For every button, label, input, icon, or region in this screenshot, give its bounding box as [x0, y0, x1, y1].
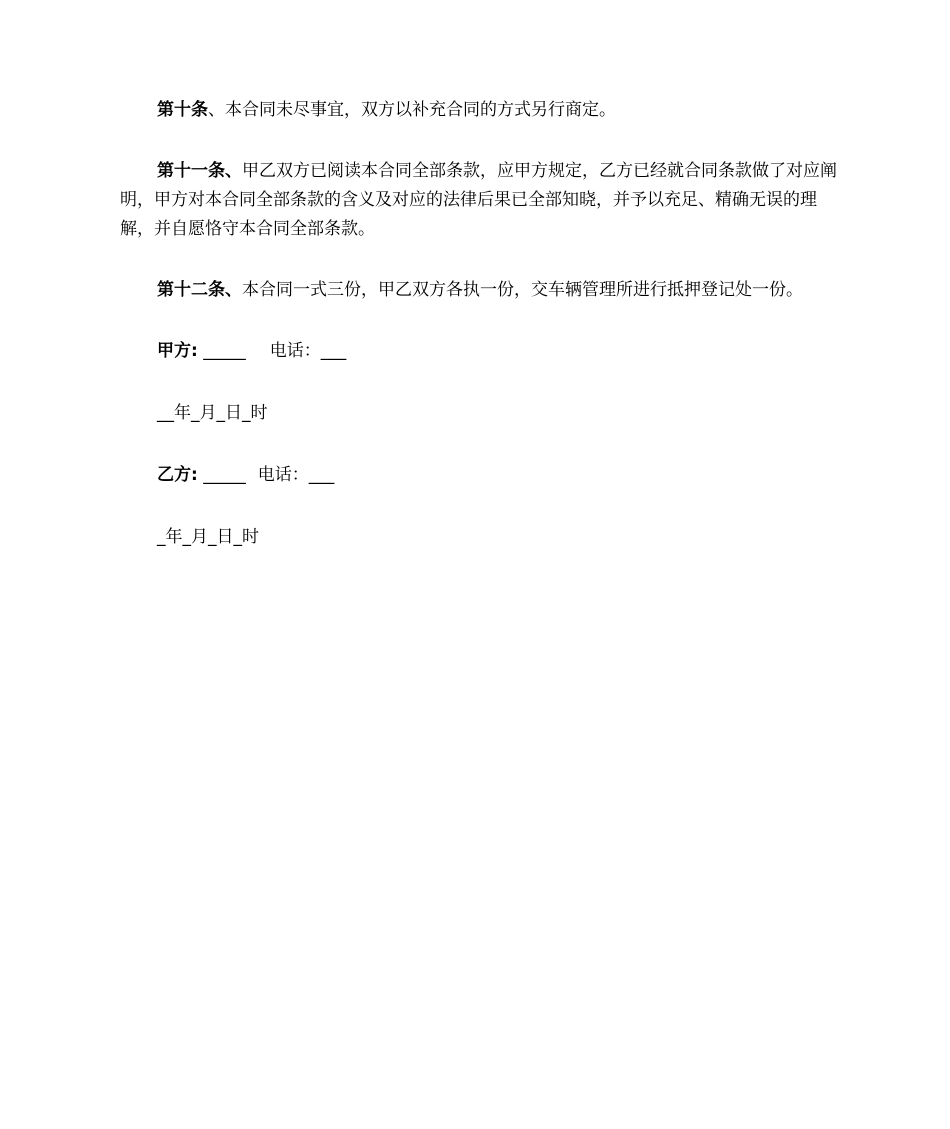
party-a-date-line: [120, 399, 838, 428]
party-a-phone-blank: ___: [320, 341, 347, 361]
article-11-text: 甲乙双方已阅读本合同全部条款，应甲方规定，乙方已经就合同条款做了对应阐明，甲方对本合同全部条款的含义及对应的法律后果已全部知晓，并予以充足、精确无误的理解，并自愿恪守本合同全部条款。: [120, 161, 837, 239]
contract-body: [120, 96, 838, 584]
party-a-label: 甲方:: [157, 341, 198, 361]
party-b-signature-line: [120, 461, 838, 490]
party-a-phone-label: 电话：: [269, 341, 321, 361]
party-b-phone-label: 电话：: [257, 465, 309, 485]
article-12: [120, 276, 838, 305]
party-b-label: 乙方:: [157, 465, 198, 485]
article-11-heading: 第十一条、: [157, 161, 242, 181]
article-10-heading: 第十条: [157, 100, 208, 120]
party-a-date: __年_月_日_时: [157, 403, 268, 423]
party-a-name-blank: _____: [197, 341, 246, 361]
article-10-separator: 、: [208, 100, 225, 120]
party-b-phone-blank: ___: [308, 465, 335, 485]
article-12-heading: 第十二条、: [157, 280, 242, 300]
article-11: [120, 157, 838, 244]
party-b-date-line: [120, 523, 838, 552]
party-b-date: _年_月_日_时: [157, 527, 259, 547]
party-b-name-blank: _____: [197, 465, 246, 485]
article-10-text: 本合同未尽事宜，双方以补充合同的方式另行商定。: [225, 100, 616, 120]
article-10: [120, 96, 838, 125]
article-12-text: 本合同一式三份，甲乙双方各执一份，交车辆管理所进行抵押登记处一份。: [242, 280, 803, 300]
party-a-signature-line: [120, 337, 838, 366]
